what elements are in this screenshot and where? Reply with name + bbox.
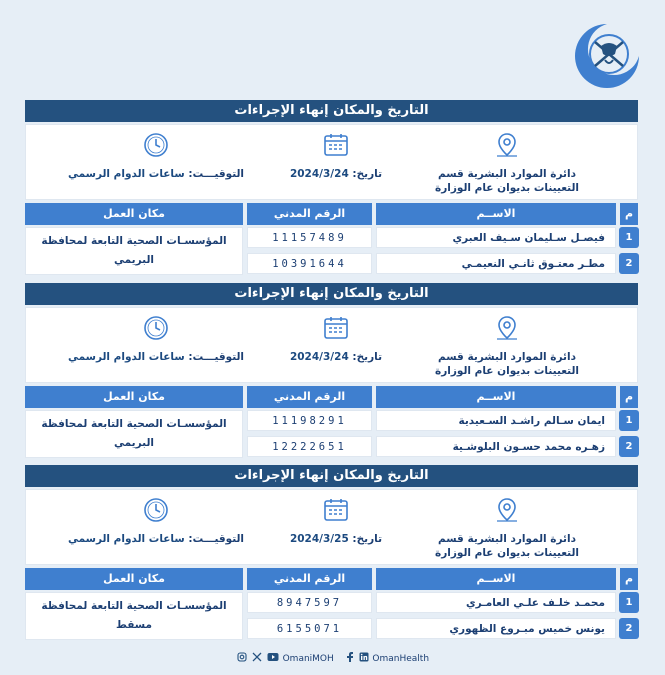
- row-index-badge: 1: [619, 227, 639, 248]
- location-info: [417, 314, 597, 378]
- row-index-badge: 1: [619, 592, 639, 613]
- youtube-icon[interactable]: [267, 652, 279, 665]
- workplace-cell: المؤسسـات الصحية التابعة لمحافظة مسقط: [25, 592, 243, 640]
- time-info: [66, 496, 246, 546]
- instagram-icon[interactable]: [237, 652, 247, 665]
- date-label: تاريخ:: [352, 533, 383, 545]
- index-header: م: [620, 203, 638, 225]
- calendar-icon: [276, 314, 396, 346]
- map-pin-icon: [417, 131, 597, 163]
- section-title: التاريخ والمكان إنهاء الإجراءات: [25, 100, 638, 122]
- index-header: م: [620, 568, 638, 590]
- time-value: ساعات الدوام الرسمي: [67, 533, 185, 545]
- clock-icon: [66, 496, 246, 528]
- name-cell: يونس خميس مبـروع الظهوري: [376, 618, 616, 639]
- name-cell: مطـر معتـوق ثانـي النعيمـي: [376, 253, 616, 274]
- civil-id-cell: 10391644: [247, 253, 372, 274]
- table-rows: [25, 592, 638, 640]
- procedure-section-3: [25, 465, 638, 640]
- workplace-cell: المؤسسـات الصحية التابعة لمحافظة البريمي: [25, 227, 243, 275]
- linkedin-icon[interactable]: [359, 652, 369, 665]
- name-header: الاســم: [376, 203, 616, 225]
- map-pin-icon: [417, 496, 597, 528]
- table-header: [25, 203, 638, 225]
- date-value: 2024/3/24: [289, 168, 349, 180]
- row-index-badge: 1: [619, 410, 639, 431]
- info-box: [25, 124, 638, 200]
- location-info: [417, 496, 597, 560]
- workplace-header: مكان العمل: [25, 568, 243, 590]
- civil-id-header: الرقم المدني: [247, 203, 372, 225]
- table-header: [25, 386, 638, 408]
- civil-id-cell: 6155071: [247, 618, 372, 639]
- location-text: دائرة الموارد البشرية قسم التعيينات بديوان عام الوزارة: [435, 351, 579, 377]
- name-header: الاســم: [376, 386, 616, 408]
- footer-social: [0, 652, 665, 665]
- procedure-section-1: [25, 100, 638, 275]
- date-label: تاريخ:: [352, 351, 383, 363]
- time-label: التوقيـــت:: [188, 533, 245, 545]
- workplace-header: مكان العمل: [25, 203, 243, 225]
- name-cell: فيصـل سـليمان سـيف العبري: [376, 227, 616, 248]
- clock-icon: [66, 131, 246, 163]
- procedure-section-2: [25, 283, 638, 458]
- date-info: [276, 131, 396, 181]
- facebook-icon[interactable]: [346, 652, 354, 665]
- row-index-badge: 2: [619, 618, 639, 639]
- location-text: دائرة الموارد البشرية قسم التعيينات بديوان عام الوزارة: [435, 168, 579, 194]
- name-cell: محمـد خلـف علـي العامـري: [376, 592, 616, 613]
- time-value: ساعات الدوام الرسمي: [67, 351, 185, 363]
- name-cell: زهـره محمد حسـون البلوشـية: [376, 436, 616, 457]
- date-label: تاريخ:: [352, 168, 383, 180]
- index-header: م: [620, 386, 638, 408]
- table-rows: [25, 410, 638, 458]
- workplace-header: مكان العمل: [25, 386, 243, 408]
- date-info: [276, 496, 396, 546]
- name-cell: ايمان سـالم راشـد السـعيدية: [376, 410, 616, 431]
- civil-id-cell: 11198291: [247, 410, 372, 431]
- date-value: 2024/3/25: [289, 533, 349, 545]
- workplace-cell: المؤسسـات الصحية التابعة لمحافظة البريمي: [25, 410, 243, 458]
- time-info: [66, 314, 246, 364]
- time-label: التوقيـــت:: [188, 168, 245, 180]
- name-header: الاســم: [376, 568, 616, 590]
- table-header: [25, 568, 638, 590]
- date-value: 2024/3/24: [289, 351, 349, 363]
- handle-left[interactable]: OmaniMOH: [282, 653, 334, 664]
- map-pin-icon: [417, 314, 597, 346]
- section-title: التاريخ والمكان إنهاء الإجراءات: [25, 465, 638, 487]
- time-info: [66, 131, 246, 181]
- row-index-badge: 2: [619, 253, 639, 274]
- ministry-logo-icon: [571, 20, 643, 92]
- calendar-icon: [276, 131, 396, 163]
- civil-id-cell: 8947597: [247, 592, 372, 613]
- handle-right[interactable]: OmanHealth: [372, 653, 430, 664]
- location-info: [417, 131, 597, 195]
- time-value: ساعات الدوام الرسمي: [67, 168, 185, 180]
- info-box: [25, 307, 638, 383]
- civil-id-header: الرقم المدني: [247, 568, 372, 590]
- location-text: دائرة الموارد البشرية قسم التعيينات بديوان عام الوزارة: [435, 533, 579, 559]
- clock-icon: [66, 314, 246, 346]
- section-title: التاريخ والمكان إنهاء الإجراءات: [25, 283, 638, 305]
- x-icon[interactable]: [252, 652, 262, 665]
- time-label: التوقيـــت:: [188, 351, 245, 363]
- civil-id-header: الرقم المدني: [247, 386, 372, 408]
- civil-id-cell: 12222651: [247, 436, 372, 457]
- date-info: [276, 314, 396, 364]
- calendar-icon: [276, 496, 396, 528]
- row-index-badge: 2: [619, 436, 639, 457]
- civil-id-cell: 11157489: [247, 227, 372, 248]
- info-box: [25, 489, 638, 565]
- table-rows: [25, 227, 638, 275]
